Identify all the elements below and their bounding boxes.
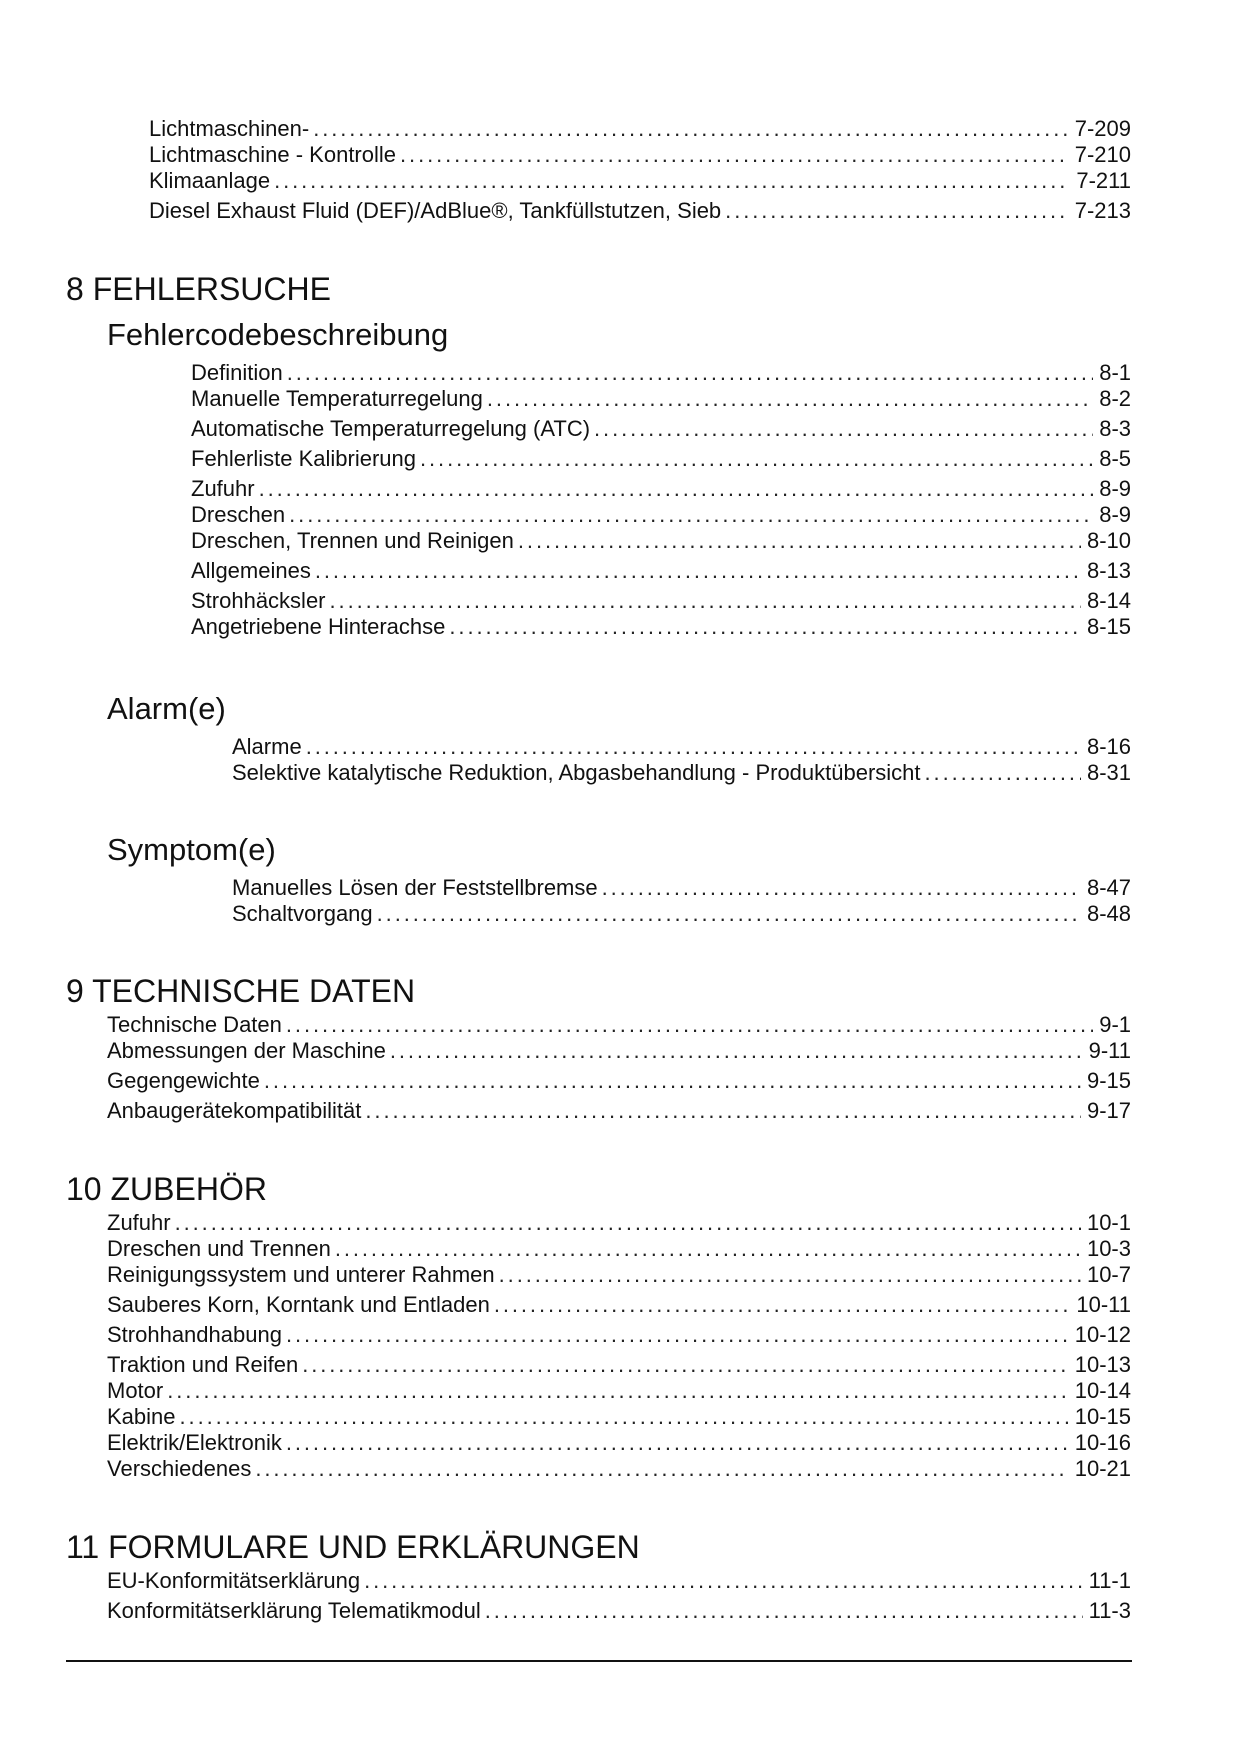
dot-leader — [315, 558, 1081, 584]
toc-entry[interactable] — [107, 1098, 1131, 1124]
toc-entry-label: Diesel Exhaust Fluid (DEF)/AdBlue®, Tankfüllstutzen, Sieb — [149, 198, 722, 223]
dot-leader — [180, 1404, 1069, 1430]
toc-entry-label: Elektrik/Elektronik — [107, 1430, 282, 1455]
toc-entry-label: EU-Konformitätserklärung — [107, 1568, 361, 1593]
dot-leader — [487, 386, 1093, 412]
toc-entry-label: Manuelles Lösen der Feststellbremse — [232, 875, 598, 900]
dot-leader — [175, 1210, 1081, 1236]
toc-entry-page: 10-21 — [1074, 1456, 1131, 1481]
toc-entry-page: 9-1 — [1099, 1012, 1131, 1037]
toc-entry-label: Zufuhr — [107, 1210, 171, 1235]
toc-entry-page: 9-15 — [1086, 1068, 1131, 1093]
dot-leader — [302, 1352, 1069, 1378]
chapter-heading[interactable]: 11 FORMULARE UND ERKLÄRUNGEN — [66, 1529, 640, 1565]
dot-leader — [264, 1068, 1081, 1094]
toc-entry-page: 8-13 — [1086, 558, 1131, 583]
dot-leader — [518, 528, 1081, 554]
dot-leader — [400, 142, 1069, 168]
toc-entry-label: Fehlerliste Kalibrierung — [191, 446, 416, 471]
toc-entry-label: Dreschen — [191, 502, 286, 527]
toc-entry-label: Verschiedenes — [107, 1456, 252, 1481]
toc-entry-label: Dreschen und Trennen — [107, 1236, 331, 1261]
toc-entry-page: 10-1 — [1086, 1210, 1131, 1235]
toc-entry[interactable] — [107, 1456, 1131, 1482]
toc-entry-page: 8-1 — [1099, 360, 1131, 385]
dot-leader — [377, 901, 1081, 927]
toc-entry[interactable] — [107, 1568, 1131, 1594]
toc-entry[interactable] — [107, 1430, 1131, 1456]
toc-entry[interactable] — [107, 1598, 1131, 1624]
toc-entry[interactable] — [191, 360, 1131, 386]
toc-entry-page: 8-9 — [1099, 476, 1131, 501]
toc-entry-label: Motor — [107, 1378, 164, 1403]
toc-entry-page: 9-17 — [1086, 1098, 1131, 1123]
dot-leader — [330, 588, 1081, 614]
dot-leader — [364, 1568, 1082, 1594]
toc-entry-label: Definition — [191, 360, 283, 385]
toc-entry-label: Reinigungssystem und unterer Rahmen — [107, 1262, 495, 1287]
chapter-heading[interactable]: 10 ZUBEHÖR — [66, 1171, 267, 1207]
toc-entry[interactable] — [149, 168, 1131, 194]
dot-leader — [306, 734, 1081, 760]
toc-entry-label: Strohhäcksler — [191, 588, 326, 613]
toc-entry-label: Anbaugerätekompatibilität — [107, 1098, 362, 1123]
dot-leader — [594, 416, 1093, 442]
toc-entry-page: 8-9 — [1099, 502, 1131, 527]
toc-entry[interactable] — [191, 528, 1131, 554]
dot-leader — [289, 502, 1093, 528]
toc-entry[interactable] — [149, 198, 1131, 224]
toc-entry-label: Manuelle Temperaturregelung — [191, 386, 483, 411]
toc-entry-label: Traktion und Reifen — [107, 1352, 299, 1377]
toc-entry[interactable] — [191, 416, 1131, 442]
toc-entry-label: Schaltvorgang — [232, 901, 373, 926]
dot-leader — [259, 476, 1094, 502]
toc-entry[interactable] — [107, 1292, 1131, 1318]
toc-entry-page: 11-3 — [1088, 1598, 1131, 1623]
toc-entry-page: 10-15 — [1074, 1404, 1131, 1429]
toc-entry[interactable] — [191, 614, 1131, 640]
toc-entry[interactable] — [107, 1012, 1131, 1038]
footer-rule — [66, 1660, 1132, 1662]
dot-leader — [313, 116, 1069, 142]
dot-leader — [390, 1038, 1083, 1064]
toc-entry-page: 10-13 — [1074, 1352, 1131, 1377]
dot-leader — [925, 760, 1081, 786]
toc-entry[interactable] — [149, 142, 1131, 168]
toc-entry-label: Angetriebene Hinterachse — [191, 614, 446, 639]
toc-entry[interactable] — [107, 1352, 1131, 1378]
toc-entry-page: 8-3 — [1099, 416, 1131, 441]
dot-leader — [255, 1456, 1068, 1482]
dot-leader — [167, 1378, 1068, 1404]
toc-entry[interactable] — [191, 386, 1131, 412]
dot-leader — [365, 1098, 1081, 1124]
toc-entry[interactable] — [107, 1378, 1131, 1404]
chapter-heading[interactable]: 9 TECHNISCHE DATEN — [66, 973, 416, 1009]
chapter-heading[interactable]: 8 FEHLERSUCHE — [66, 271, 331, 307]
toc-entry-label: Technische Daten — [107, 1012, 282, 1037]
toc-entry-page: 8-15 — [1086, 614, 1131, 639]
toc-entry-page: 9-11 — [1088, 1038, 1131, 1063]
toc-entry-page: 10-12 — [1074, 1322, 1131, 1347]
section-heading[interactable]: Fehlercodebeschreibung — [107, 317, 449, 352]
dot-leader — [286, 1012, 1093, 1038]
toc-entry-page: 8-47 — [1086, 875, 1131, 900]
toc-entry[interactable] — [107, 1068, 1131, 1094]
dot-leader — [494, 1292, 1071, 1318]
toc-entry-page: 7-211 — [1076, 168, 1131, 193]
toc-entry[interactable] — [232, 875, 1131, 901]
section-heading[interactable]: Alarm(e) — [107, 691, 226, 726]
dot-leader — [499, 1262, 1081, 1288]
toc-entry[interactable] — [107, 1210, 1131, 1236]
toc-entry-page: 11-1 — [1088, 1568, 1131, 1593]
toc-entry-label: Sauberes Korn, Korntank und Entladen — [107, 1292, 490, 1317]
toc-entry-label: Alarme — [232, 734, 302, 759]
toc-entry[interactable] — [107, 1236, 1131, 1262]
toc-entry[interactable] — [191, 558, 1131, 584]
dot-leader — [286, 1322, 1069, 1348]
toc-entry[interactable] — [191, 476, 1131, 502]
toc-entry-label: Selektive katalytische Reduktion, Abgasbehandlung - Produktübersicht — [232, 760, 921, 785]
toc-entry-page: 7-210 — [1074, 142, 1131, 167]
toc-entry-label: Lichtmaschinen- — [149, 116, 310, 141]
toc-entry-page: 10-11 — [1076, 1292, 1131, 1317]
toc-entry[interactable] — [107, 1404, 1131, 1430]
toc-entry-label: Zufuhr — [191, 476, 255, 501]
toc-entry[interactable] — [107, 1322, 1131, 1348]
dot-leader — [286, 1430, 1069, 1456]
toc-entry[interactable] — [232, 901, 1131, 927]
toc-entry-label: Automatische Temperaturregelung (ATC) — [191, 416, 591, 441]
dot-leader — [725, 198, 1069, 224]
toc-entry[interactable] — [191, 446, 1131, 472]
toc-entry[interactable] — [149, 116, 1131, 142]
toc-entry[interactable] — [107, 1038, 1131, 1064]
toc-entry-page: 8-5 — [1099, 446, 1131, 471]
toc-entry-label: Gegengewichte — [107, 1068, 260, 1093]
toc-entry-page: 8-16 — [1086, 734, 1131, 759]
dot-leader — [602, 875, 1081, 901]
toc-entry-label: Klimaanlage — [149, 168, 271, 193]
dot-leader — [449, 614, 1081, 640]
dot-leader — [420, 446, 1093, 472]
toc-entry-page: 10-7 — [1086, 1262, 1131, 1287]
toc-entry-page: 7-209 — [1074, 116, 1131, 141]
dot-leader — [335, 1236, 1081, 1262]
section-heading[interactable]: Symptom(e) — [107, 832, 276, 867]
dot-leader — [274, 168, 1070, 194]
toc-entry[interactable] — [191, 588, 1131, 614]
toc-entry-label: Lichtmaschine - Kontrolle — [149, 142, 397, 167]
toc-entry-label: Allgemeines — [191, 558, 311, 583]
toc-entry-page: 8-10 — [1086, 528, 1131, 553]
toc-entry-page: 10-3 — [1086, 1236, 1131, 1261]
toc-entry-label: Konformitätserklärung Telematikmodul — [107, 1598, 481, 1623]
toc-entry-page: 10-16 — [1074, 1430, 1131, 1455]
toc-entry[interactable] — [232, 760, 1131, 786]
toc-entry[interactable] — [191, 502, 1131, 528]
toc-entry-page: 8-31 — [1086, 760, 1131, 785]
toc-entry[interactable] — [232, 734, 1131, 760]
toc-entry-label: Abmessungen der Maschine — [107, 1038, 386, 1063]
toc-entry-page: 7-213 — [1074, 198, 1131, 223]
toc-entry-page: 8-14 — [1086, 588, 1131, 613]
toc-entry-page: 8-48 — [1086, 901, 1131, 926]
toc-entry-label: Kabine — [107, 1404, 176, 1429]
toc-entry-page: 10-14 — [1074, 1378, 1131, 1403]
toc-entry-label: Dreschen, Trennen und Reinigen — [191, 528, 514, 553]
toc-entry[interactable] — [107, 1262, 1131, 1288]
toc-entry-label: Strohhandhabung — [107, 1322, 282, 1347]
toc-entry-page: 8-2 — [1099, 386, 1131, 411]
dot-leader — [287, 360, 1093, 386]
dot-leader — [485, 1598, 1083, 1624]
